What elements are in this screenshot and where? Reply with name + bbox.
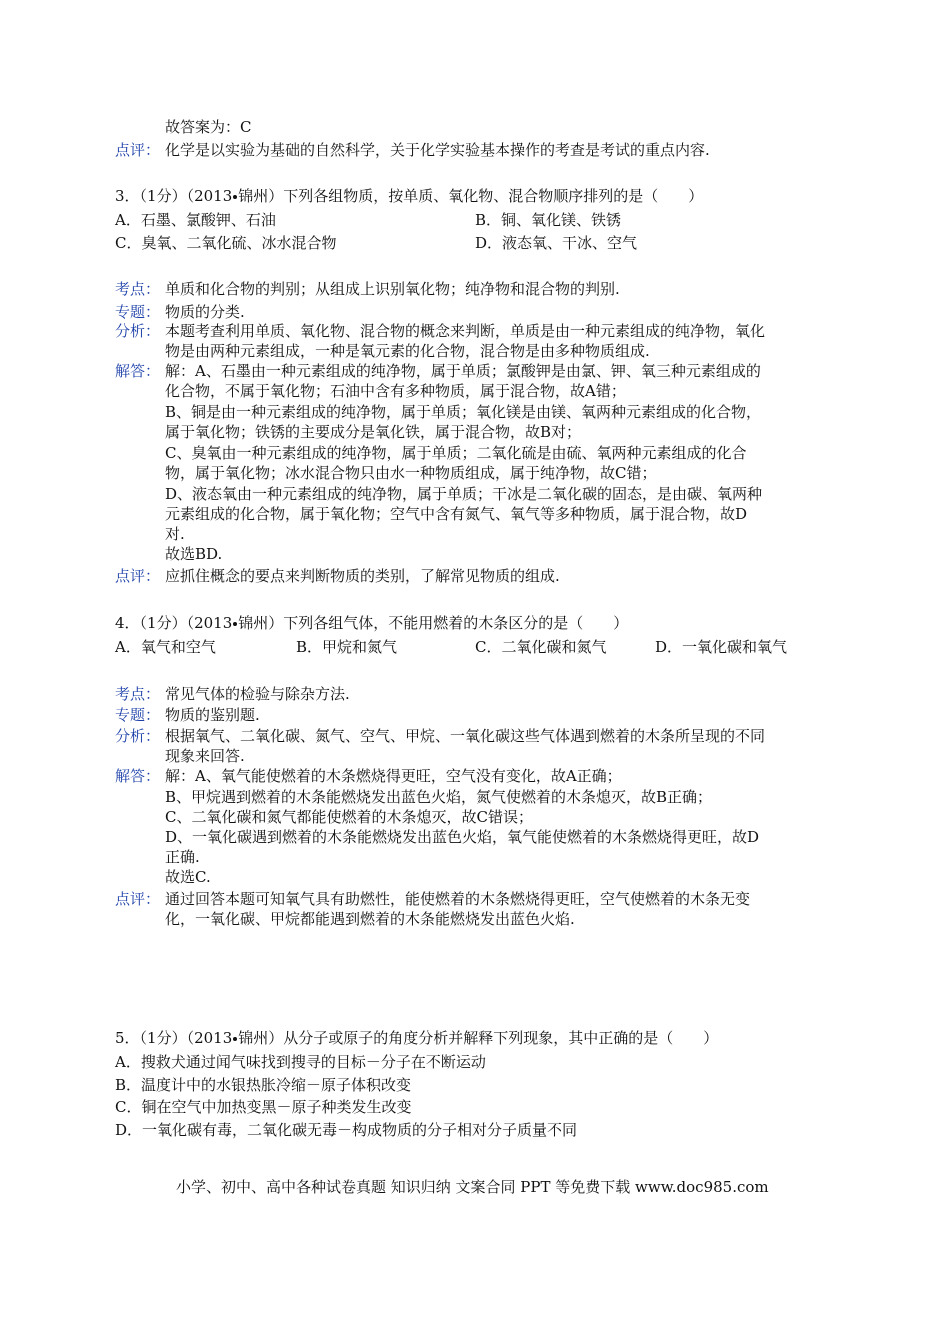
q3-option-b: B．铜、氧化镁、铁锈 <box>475 211 622 229</box>
q4-stem-text: 锦州）下列各组气体，不能用燃着的木条区分的是（ ） <box>238 614 629 632</box>
bullet-dot <box>233 1037 237 1041</box>
q3-number: 3．（1分）（2013 <box>115 187 233 205</box>
q3-jieda-line: 属于氧化物；铁锈的主要成分是氧化铁，属于混合物，故B对； <box>165 423 582 441</box>
q3-fenxi-line: 本题考查利用单质、氧化物、混合物的概念来判断，单质是由一种元素组成的纯净物，氧化 <box>165 322 766 340</box>
q3-fenxi-label: 分析： <box>115 322 161 340</box>
q4-jieda-label: 解答： <box>115 767 161 785</box>
q3-jieda-line: 对. <box>165 525 185 543</box>
q4-jieda-line: B、甲烷遇到燃着的木条能燃烧发出蓝色火焰，氮气使燃着的木条熄灭，故B正确； <box>165 788 713 806</box>
q4-kaodian-label: 考点： <box>115 685 161 703</box>
q4-number: 4．（1分）（2013 <box>115 614 233 632</box>
q3-jieda-line: 元素组成的化合物，属于氧化物；空气中含有氮气、氧气等多种物质，属于混合物，故D <box>165 505 748 523</box>
q4-fenxi-line: 根据氧气、二氧化碳、氮气、空气、甲烷、一氧化碳这些气体遇到燃着的木条所呈现的不同 <box>165 727 766 745</box>
q3-jieda-line: 解：A、石墨由一种元素组成的纯净物，属于单质；氯酸钾是由氯、钾、氧三种元素组成的 <box>165 362 761 380</box>
q3-dianping-label: 点评： <box>115 567 161 585</box>
q4-jieda-line: D、一氧化碳遇到燃着的木条能燃烧发出蓝色火焰，氧气能使燃着的木条燃烧得更旺，故D <box>165 828 760 846</box>
q3-zhuanti-label: 专题： <box>115 303 161 321</box>
q3-zhuanti: 物质的分类. <box>165 303 245 321</box>
q3-option-c: C．臭氧、二氧化硫、冰水混合物 <box>115 234 337 252</box>
q3-stem <box>115 186 703 206</box>
q4-dianping-line: 通过回答本题可知氧气具有助燃性，能使燃着的木条燃烧得更旺，空气使燃着的木条无变 <box>165 890 751 908</box>
q3-jieda-line: D、液态氧由一种元素组成的纯净物，属于单质；干冰是二氧化碳的固态，是由碳、氧两种 <box>165 485 763 503</box>
q4-option-b: B．甲烷和氮气 <box>296 638 398 656</box>
q3-kaodian-label: 考点： <box>115 280 161 298</box>
q4-jieda-line: 正确. <box>165 848 200 866</box>
q4-dianping-label: 点评： <box>115 890 161 908</box>
q3-jieda-line: 故选BD. <box>165 545 223 563</box>
q4-jieda-line: 故选C. <box>165 868 211 886</box>
prev-comment: 化学是以实验为基础的自然科学，关于化学实验基本操作的考查是考试的重点内容. <box>165 141 710 159</box>
page-footer: 小学、初中、高中各种试卷真题 知识归纳 文案合同 PPT 等免费下载 www.doc985.com <box>176 1178 769 1196</box>
q5-option-b: B．温度计中的水银热胀冷缩－原子体积改变 <box>115 1076 412 1094</box>
q5-option-c: C．铜在空气中加热变黑－原子种类发生改变 <box>115 1098 412 1116</box>
q3-jieda-line: 化合物，不属于氧化物；石油中含有多种物质，属于混合物，故A错； <box>165 382 626 400</box>
q4-fenxi-line: 现象来回答. <box>165 747 245 765</box>
q4-jieda-line: C、二氧化碳和氮气都能使燃着的木条熄灭，故C错误； <box>165 808 533 826</box>
q5-number: 5．（1分）（2013 <box>115 1029 233 1047</box>
q4-zhuanti-label: 专题： <box>115 706 161 724</box>
q3-kaodian: 单质和化合物的判别；从组成上识别氧化物；纯净物和混合物的判别. <box>165 280 620 298</box>
q5-option-d: D．一氧化碳有毒，二氧化碳无毒－构成物质的分子相对分子质量不同 <box>115 1121 578 1139</box>
q3-stem-text: 锦州）下列各组物质，按单质、氧化物、混合物顺序排列的是（ ） <box>238 187 704 205</box>
q5-option-a: A．搜救犬通过闻气味找到搜寻的目标－分子在不断运动 <box>115 1053 486 1071</box>
q4-jieda-line: 解：A、氧气能使燃着的木条燃烧得更旺，空气没有变化，故A正确； <box>165 767 622 785</box>
q4-dianping-line: 化，一氧化碳、甲烷都能遇到燃着的木条能燃烧发出蓝色火焰. <box>165 910 575 928</box>
q4-zhuanti: 物质的鉴别题. <box>165 706 260 724</box>
q4-option-a: A．氧气和空气 <box>115 638 216 656</box>
q3-jieda-label: 解答： <box>115 362 161 380</box>
q5-stem <box>115 1028 718 1048</box>
bullet-dot <box>233 195 237 199</box>
prev-comment-label: 点评： <box>115 141 161 159</box>
q4-option-c: C．二氧化碳和氮气 <box>475 638 607 656</box>
prev-answer: 故答案为：C <box>165 118 252 136</box>
q3-jieda-line: B、铜是由一种元素组成的纯净物，属于单质；氧化镁是由镁、氧两种元素组成的化合物， <box>165 403 762 421</box>
q3-option-d: D．液态氧、干冰、空气 <box>475 234 638 252</box>
q4-stem <box>115 613 628 633</box>
q3-fenxi-line: 物是由两种元素组成，一种是氧元素的化合物，混合物是由多种物质组成. <box>165 342 650 360</box>
q5-stem-text: 锦州）从分子或原子的角度分析并解释下列现象，其中正确的是（ ） <box>238 1029 719 1047</box>
q4-option-d: D．一氧化碳和氧气 <box>655 638 788 656</box>
q3-option-a: A．石墨、氯酸钾、石油 <box>115 211 276 229</box>
bullet-dot <box>233 622 237 626</box>
q4-kaodian: 常见气体的检验与除杂方法. <box>165 685 350 703</box>
q4-fenxi-label: 分析： <box>115 727 161 745</box>
q3-jieda-line: 物，属于氧化物；冰水混合物只由水一种物质组成，属于纯净物，故C错； <box>165 464 657 482</box>
q3-jieda-line: C、臭氧由一种元素组成的纯净物，属于单质；二氧化硫是由硫、氧两种元素组成的化合 <box>165 444 747 462</box>
q3-dianping: 应抓住概念的要点来判断物质的类别，了解常见物质的组成. <box>165 567 560 585</box>
